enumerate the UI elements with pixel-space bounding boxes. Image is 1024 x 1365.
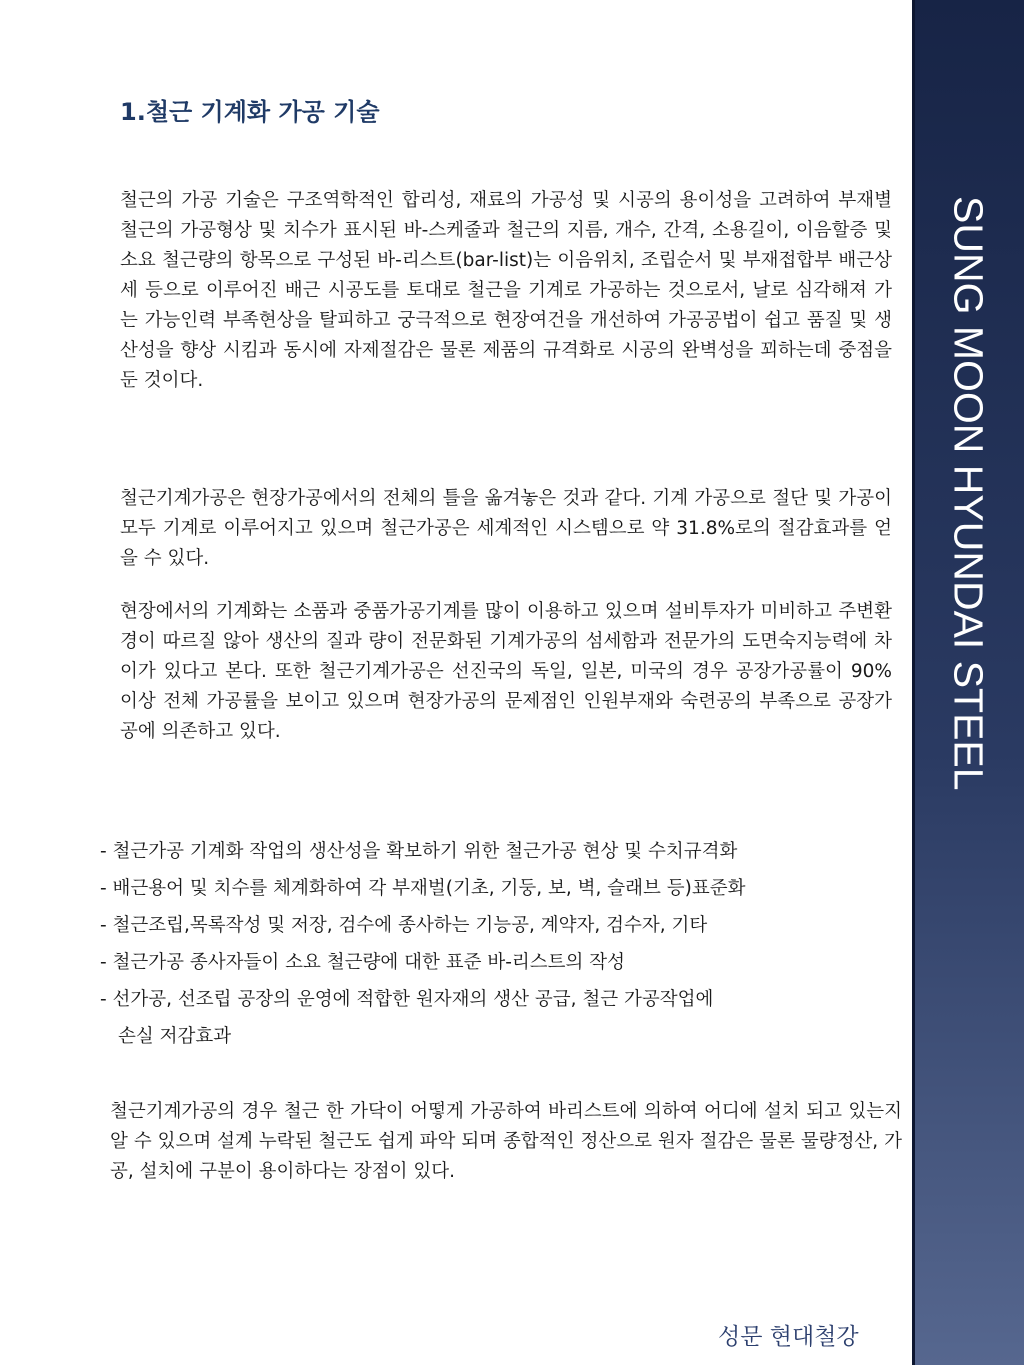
bullet-item: - 선가공, 선조립 공장의 운영에 적합한 원자재의 생산 공급, 철근 가공작업에 bbox=[100, 989, 714, 1010]
bullet-item: - 철근가공 종사자들이 소요 철근량에 대한 표준 바-리스트의 작성 bbox=[100, 952, 626, 973]
body-paragraph-2: 철근기계가공은 현장가공에서의 전체의 틀을 옮겨놓은 것과 같다. 기계 가공으로 절단 및 가공이 모두 기계로 이루어지고 있으며 철근가공은 세계적인 시스템으로 약 31.8%로의 절감효과를 얻을 수 있다. bbox=[120, 488, 892, 569]
body-paragraph-1: 철근의 가공 기술은 구조역학적인 합리성, 재료의 가공성 및 시공의 용이성을 고려하여 부재별 철근의 가공형상 및 치수가 표시된 바-스케줄과 철근의 지름, 개수, 간격, 소용길이, 이음할증 및 소요 철근량의 항목으로 구성된 바-리스트(bar-list)는 이음위치, 조립순서 및 부재접합부 배근상세 등으로 이루어진 배근 시공도를 토대로 철근을 기계로 가공하는 것으로서, 날로 심각해져 가는 가능인력 부족현상을 탈피하고 궁극적으로 현장여건을 개선하여 가공공법이 쉽고 품질 및 생산성을 향상 시킴과 동시에 자제절감은 물론 제품의 규격화로 시공의 완벽성을 꾀하는데 중점을 둔 것이다. bbox=[120, 190, 892, 391]
bullet-item-continuation: 손실 저감효과 bbox=[118, 1026, 232, 1047]
body-paragraph-3: 현장에서의 기계화는 소품과 중품가공기계를 많이 이용하고 있으며 설비투자가 미비하고 주변환경이 따르질 않아 생산의 질과 량이 전문화된 기계가공의 섬세함과 전문가의 도면숙지능력에 차이가 있다고 본다. 또한 철근기계가공은 선진국의 독일, 일본, 미국의 경우 공장가공률이 90% 이상 전체 가공률을 보이고 있으며 현장가공의 문제점인 인원부재와 숙련공의 부족으로 공장가공에 의존하고 있다. bbox=[120, 601, 892, 742]
sidebar-company-title: SUNG MOON HYUNDAI STEEL bbox=[945, 196, 992, 791]
bullet-item: - 철근조립,목록작성 및 저장, 검수에 종사하는 기능공, 계약자, 검수자, 기타 bbox=[100, 915, 708, 936]
section-heading: 1.철근 기계화 가공 기술 bbox=[120, 98, 380, 126]
bullet-item: - 배근용어 및 치수를 체계화하여 각 부재벌(기초, 기둥, 보, 벽, 슬래브 등)표준화 bbox=[100, 878, 746, 899]
bullet-list bbox=[100, 833, 880, 1055]
bullet-item: - 철근가공 기계화 작업의 생산성을 확보하기 위한 철근가공 현상 및 수치규격화 bbox=[100, 841, 738, 862]
footer-company-name: 성문 현대철강 bbox=[718, 1324, 859, 1350]
closing-paragraph: 철근기계가공의 경우 철근 한 가닥이 어떻게 가공하여 바리스트에 의하여 어디에 설치 되고 있는지 알 수 있으며 설계 누락된 철근도 쉽게 파악 되며 종합적인 정산으로 원자 절감은 물론 물량정산, 가공, 설치에 구분이 용이하다는 장점이 있다. bbox=[110, 1101, 902, 1182]
